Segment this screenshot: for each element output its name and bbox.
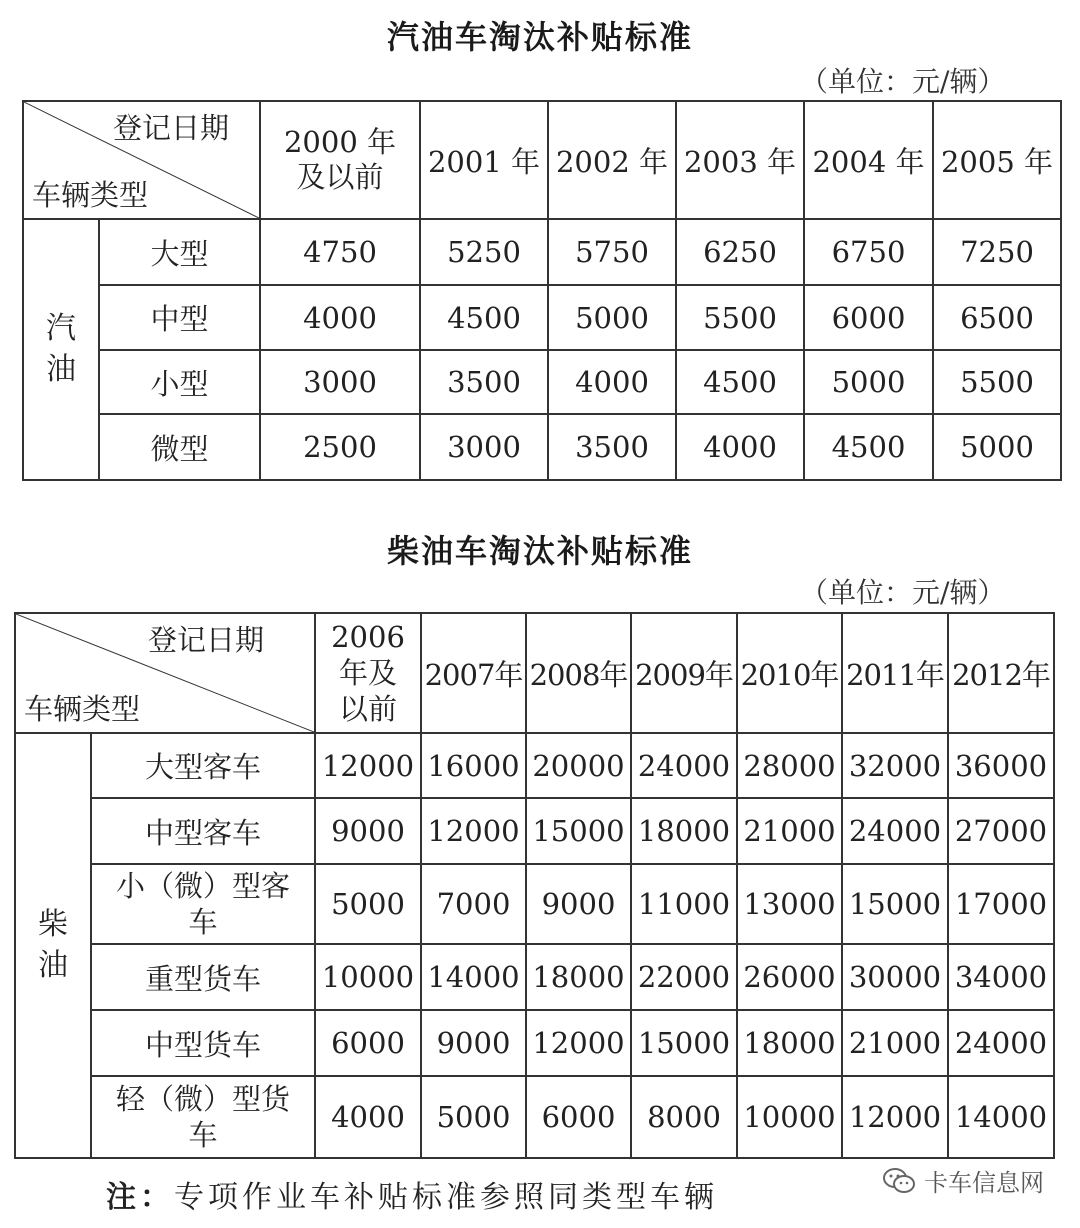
value-cell: 6750 <box>804 219 933 285</box>
diesel-group-cell <box>15 733 91 1158</box>
value-cell: 27000 <box>948 798 1054 864</box>
year-header: 2003 年 <box>676 101 804 219</box>
value-cell: 12000 <box>842 1076 948 1158</box>
value-cell: 20000 <box>526 733 631 798</box>
value-cell: 13000 <box>737 864 842 944</box>
value-cell: 28000 <box>737 733 842 798</box>
diesel-header-corner <box>15 613 315 733</box>
value-cell: 4000 <box>260 285 420 350</box>
vehicle-type-cell: 微型 <box>99 414 260 480</box>
group-label: 柴油 <box>38 907 68 983</box>
year-header: 2012年 <box>948 613 1054 733</box>
value-cell: 32000 <box>842 733 948 798</box>
value-cell: 5250 <box>420 219 548 285</box>
year-header: 2009年 <box>631 613 737 733</box>
value-cell: 21000 <box>737 798 842 864</box>
year-header: 2004 年 <box>804 101 933 219</box>
date-label: 登记日期 <box>147 623 264 657</box>
value-cell: 5000 <box>804 350 933 414</box>
watermark-text: 卡车信息网 <box>924 1169 1044 1197</box>
value-cell: 34000 <box>948 944 1054 1010</box>
value-cell: 18000 <box>737 1010 842 1076</box>
gasoline-unit: （单位：元/辆） <box>800 65 1006 98</box>
value-cell: 21000 <box>842 1010 948 1076</box>
date-label: 登记日期 <box>112 111 229 145</box>
value-cell: 30000 <box>842 944 948 1010</box>
value-cell: 15000 <box>526 798 631 864</box>
value-cell: 5000 <box>548 285 676 350</box>
value-cell: 3000 <box>260 350 420 414</box>
value-cell: 4750 <box>260 219 420 285</box>
value-cell: 4000 <box>548 350 676 414</box>
vehicle-type-cell: 小（微）型客车 <box>91 864 315 944</box>
value-cell: 18000 <box>526 944 631 1010</box>
vehicle-type-cell: 中型客车 <box>91 798 315 864</box>
group-label: 汽油 <box>46 311 76 387</box>
diesel-title: 柴油车淘汰补贴标准 <box>386 532 693 570</box>
value-cell: 18000 <box>631 798 737 864</box>
year-header: 2007年 <box>421 613 526 733</box>
watermark <box>882 1163 1044 1198</box>
value-cell: 3500 <box>420 350 548 414</box>
footnote <box>106 1172 718 1216</box>
value-cell: 6250 <box>676 219 804 285</box>
value-cell: 3500 <box>548 414 676 480</box>
value-cell: 4000 <box>315 1076 421 1158</box>
value-cell: 16000 <box>421 733 526 798</box>
footnote-label: 注： <box>106 1180 174 1215</box>
value-cell: 14000 <box>948 1076 1054 1158</box>
value-cell: 6000 <box>804 285 933 350</box>
value-cell: 6000 <box>526 1076 631 1158</box>
gasoline-header-corner <box>23 101 260 219</box>
value-cell: 12000 <box>421 798 526 864</box>
value-cell: 4500 <box>804 414 933 480</box>
year-header: 2002 年 <box>548 101 676 219</box>
vehicle-type-cell: 中型 <box>99 285 260 350</box>
value-cell: 11000 <box>631 864 737 944</box>
value-cell: 12000 <box>526 1010 631 1076</box>
value-cell: 2500 <box>260 414 420 480</box>
value-cell: 6500 <box>933 285 1061 350</box>
value-cell: 5000 <box>315 864 421 944</box>
value-cell: 15000 <box>631 1010 737 1076</box>
gasoline-group-cell <box>23 219 99 480</box>
value-cell: 36000 <box>948 733 1054 798</box>
year-header: 2011年 <box>842 613 948 733</box>
vehicle-type-cell: 大型客车 <box>91 733 315 798</box>
value-cell: 9000 <box>315 798 421 864</box>
gasoline-table <box>22 100 1062 481</box>
vehicle-type-label: 车辆类型 <box>24 692 141 726</box>
value-cell: 10000 <box>737 1076 842 1158</box>
value-cell: 6000 <box>315 1010 421 1076</box>
value-cell: 17000 <box>948 864 1054 944</box>
year-header: 2008年 <box>526 613 631 733</box>
value-cell: 5750 <box>548 219 676 285</box>
value-cell: 10000 <box>315 944 421 1010</box>
value-cell: 14000 <box>421 944 526 1010</box>
diesel-table <box>14 612 1055 1159</box>
value-cell: 5000 <box>421 1076 526 1158</box>
value-cell: 3000 <box>420 414 548 480</box>
gasoline-title: 汽油车淘汰补贴标准 <box>386 18 693 56</box>
year-header: 2000 年 及以前 <box>260 101 420 219</box>
value-cell: 7000 <box>421 864 526 944</box>
value-cell: 8000 <box>631 1076 737 1158</box>
value-cell: 5500 <box>676 285 804 350</box>
value-cell: 15000 <box>842 864 948 944</box>
year-header: 2005 年 <box>933 101 1061 219</box>
value-cell: 5500 <box>933 350 1061 414</box>
vehicle-type-cell: 小型 <box>99 350 260 414</box>
value-cell: 12000 <box>315 733 421 798</box>
diesel-unit: （单位：元/辆） <box>800 576 1006 609</box>
value-cell: 5000 <box>933 414 1061 480</box>
value-cell: 9000 <box>421 1010 526 1076</box>
value-cell: 4500 <box>420 285 548 350</box>
year-header: 2001 年 <box>420 101 548 219</box>
value-cell: 7250 <box>933 219 1061 285</box>
vehicle-type-label: 车辆类型 <box>32 178 149 212</box>
wechat-icon <box>882 1167 916 1195</box>
vehicle-type-cell: 中型货车 <box>91 1010 315 1076</box>
vehicle-type-cell: 轻（微）型货车 <box>91 1076 315 1158</box>
year-header: 2006 年及 以前 <box>315 613 421 733</box>
value-cell: 24000 <box>631 733 737 798</box>
value-cell: 24000 <box>948 1010 1054 1076</box>
value-cell: 4500 <box>676 350 804 414</box>
vehicle-type-cell: 大型 <box>99 219 260 285</box>
vehicle-type-cell: 重型货车 <box>91 944 315 1010</box>
value-cell: 4000 <box>676 414 804 480</box>
value-cell: 24000 <box>842 798 948 864</box>
footnote-text: 专项作业车补贴标准参照同类型车辆 <box>174 1180 718 1215</box>
value-cell: 9000 <box>526 864 631 944</box>
value-cell: 26000 <box>737 944 842 1010</box>
value-cell: 22000 <box>631 944 737 1010</box>
year-header: 2010年 <box>737 613 842 733</box>
